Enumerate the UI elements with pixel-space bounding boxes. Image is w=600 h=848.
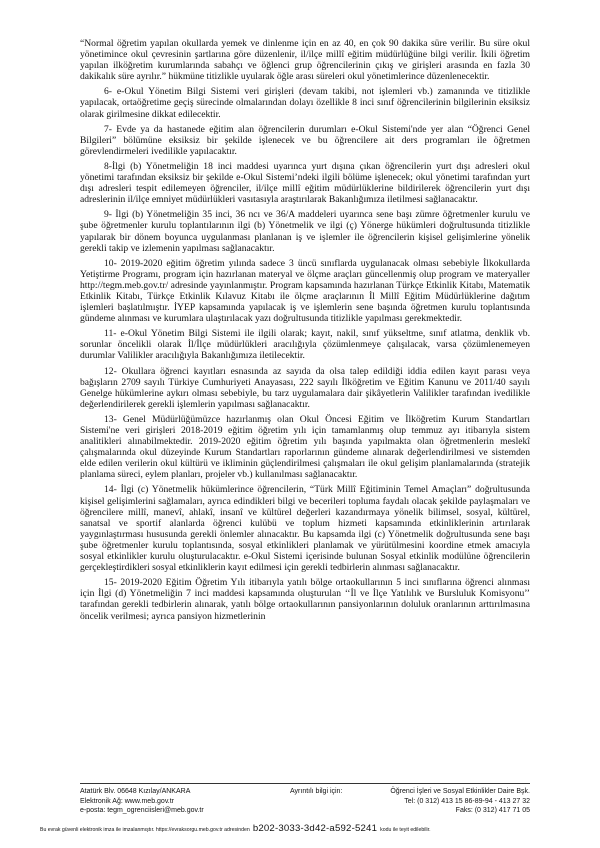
footer-address-block <box>80 787 280 816</box>
paragraph: “Normal öğretim yapılan okullarda yemek ve dinlenme için en az 40, en çok 90 dakika süre verilir. Bu süre okul yönetimince okul çevresinin şartlarına göre düzenlenir, il/ilçe millî eğitim müdürlüğüne bilgi verilir. İkili öğretim yapılan ilköğretim kurumlarında sabahçı ve öğlenci grup öğrencilerinin çıkış ve girişleri arasında en fazla 30 dakikalık süre ayrılır.” hükmüne titizlikle uyularak öğle arası süreleri okul yönetimlerince düzenlenecektir. <box>80 38 530 83</box>
footer-contact-block <box>290 787 530 816</box>
paragraph: 6- e-Okul Yönetim Bilgi Sistemi veri girişleri (devam takibi, not işlemleri vb.) zamanında ve titizlikle yapılacak, ortaöğretime geçiş sürecinde olmalarından dolayı özellikle 8 inci sınıf öğrencilerinin bilgilerinin eksiksiz olarak girilmesine dikkat edilecektir. <box>80 86 530 120</box>
paragraph: 11- e-Okul Yönetim Bilgi Sistemi ile ilgili olarak; kayıt, nakil, sınıf yükseltme, sınıf atlatma, denklik vb. sorunlar öncelikli olarak İl/İlçe müdürlükleri aracılığıyla çözümlenmeye çalışılacak, varsa çözümlenemeyen durumlar Valilikler aracılığıyla Bakanlığımıza iletilecektir. <box>80 328 530 362</box>
paragraph: 12- Okullara öğrenci kayıtları esnasında az sayıda da olsa talep edildiği iddia edilen kayıt parası veya bağışların 2709 sayılı Türkiye Cumhuriyeti Anayasası, 222 sayılı İlköğretim ve Eğitim Kanunu ve 2011/40 sayılı Genelge hükümlerine aykırı olması sebebiyle, bu tarz uygulamalara dair şikâyetlerin Valilikler tarafından ivedilikle değerlendirilerek gerekli işlemlerin yapılması sağlanacaktır. <box>80 365 530 410</box>
verification-suffix: kodu ile teyit edilebilir. <box>380 827 431 833</box>
verification-prefix: Bu evrak güvenli elektronik imza ile imzalanmıştır. https://evraksorgu.meb.gov.tr adresinden <box>40 827 250 833</box>
footer-website[interactable]: Elektronik Ağ: www.meb.gov.tr <box>80 797 175 805</box>
footer-contact-row <box>290 787 530 797</box>
verification-code: b202-3033-3d42-a592-5241 <box>252 823 378 834</box>
paragraph: 7- Evde ya da hastanede eğitim alan öğrencilerin durumları e-Okul Sistemi'nde yer alan “Öğrenci Genel Bilgileri” bölümüne eksiksiz bir şekilde işlenecek ve bu öğrencilere ait ders programları ile öğretmen görevlendirmeleri ivedilikle yapılacaktır. <box>80 123 530 157</box>
document-body <box>80 38 530 626</box>
footer-email[interactable]: e-posta: tegm_ogrenciisleri@meb.gov.tr <box>80 807 204 815</box>
paragraph: 10- 2019-2020 eğitim öğretim yılında sadece 3 üncü sınıflarda uygulanacak olması sebebiyle İlkokullarda Yetiştirme Programı, program için hazırlanan materyal ve ölçme araçları güncellenmiş olup program ve materyaller http://tegm.meb.gov.tr/ adresinde yayınlanmıştır. Program kapsamında hazırlanan Türkçe Etkinlik Kitabı, Matematik Etkinlik Kitabı, Türkçe Etkinlik Kılavuz Kitabı ile ölçme araçlarının İl Millî Eğitim Müdürlüklerine dağıtım işlemleri başlatılmıştır. İYEP kapsamında yapılacak iş ve işlemlerin sene başında öğretmen kurulu toplantısında gündeme alınması ve kurumlara ulaştırılacak yazı doğrultusunda titizlikle yapılması gerekmektedir. <box>80 257 530 325</box>
paragraph: 13- Genel Müdürlüğümüzce hazırlanmış olan Okul Öncesi Eğitim ve İlköğretim Kurum Standartları Sistemi'ne veri girişleri 2018-2019 eğitim öğretim yılı için tamamlanmış olup temmuz ayı itibarıyla sistem analitikleri alınabilmektedir. 2019-2020 eğitim öğretim yılı başında yapılmakta olan öğretmenlerin meslekî çalışmalarında okul düzeyinde Kurum Standartları raporlarının gündeme alınarak değerlendirilmesi ve sistemden elde edilen verilerin okul kültürü ve ikliminin güçlendirilmesi çalışmaları ile okul gelişim planlamalarında (stratejik planlama süreci, eylem planları, projeler vb.) kullanılması sağlanacaktır. <box>80 413 530 481</box>
footer-divider <box>80 783 530 784</box>
footer-contact-label: Ayrıntılı bilgi için: <box>290 788 343 795</box>
paragraph: 15- 2019-2020 Eğitim Öğretim Yılı itibarıyla yatılı bölge ortaokullarının 5 inci sınıflarına öğrenci alınması için İlgi (d) Yönetmeliğin 7 inci maddesi kapsamında oluşturulan ‘‘İl ve İlçe Yatılılık ve Bursluluk Komisyonu’’ tarafından gerekli tedbirlerin alınarak, yatılı bölge ortaokullarının pansiyonlarının doluluk oranlarının arttırılmasına öncelik verilmesi; ayrıca pansiyon hizmetlerinin <box>80 577 530 622</box>
paragraph: 9- İlgi (b) Yönetmeliğin 35 inci, 36 ncı ve 36/A maddeleri uyarınca sene başı zümre öğretmenler kurulu ve şube öğretmenler kurulu toplantılarının ilgi (b) Yönetmelik ve ilgi (ç) Yönerge hükümleri doğrultusunda titizlikle yapılarak bir dönem boyunca uygulanması planlanan iş ve işlemler ile öğrencilerin kişisel gelişimlerine yönelik gerekli takip ve izlemenin yapılması sağlanacaktır. <box>80 209 530 254</box>
footer-contact-person: Öğrenci İşleri ve Sosyal Etkinlikler Daire Bşk. <box>390 788 530 795</box>
e-signature-verification <box>40 823 580 834</box>
footer-fax: Faks: (0 312) 417 71 05 <box>455 807 530 815</box>
footer-address: Atatürk Blv. 06648 Kızılay/ANKARA <box>80 788 191 795</box>
paragraph: 8-İlgi (b) Yönetmeliğin 18 inci maddesi uyarınca yurt dışına çıkan öğrencilerin yurt dışı adresleri okul yönetimi tarafından eksiksiz bir şekilde e-Okul Sistemi’ndeki ilgili bölüme işlenecek; okul yönetimi tarafından yurt dışı adresleri tespit edilemeyen öğrenciler, il/ilçe millî eğitim müdürlüklerine bildirilerek öğrencilerin yurt dışı adreslerinin il/ilçe emniyet müdürlükleri vasıtasıyla araştırılarak Bakanlığımıza iletilmesi sağlanacaktır. <box>80 160 530 206</box>
footer-tel: Tel: (0 312) 413 15 86-89-94 - 413 27 32 <box>404 797 530 805</box>
paragraph: 14- İlgi (c) Yönetmelik hükümlerince öğrencilerin, “Türk Millî Eğitiminin Temel Amaçları” doğrultusunda kişisel gelişimlerini sağlamaları, ayrıca edindikleri bilgi ve becerileri topluma faydalı olacak şekilde paylaşmaları ve öğrencilere millî, manevî, ahlakî, insanî ve kültürel değerleri kazandırmaya yönelik bilimsel, sosyal, kültürel, sanatsal ve sportif alanlarda öğrenci kulübü ve toplum hizmeti kapsamında etkinliklerinin artırılarak yaygınlaştırması hususunda gerekli önlemler alınacaktır. Bu kapsamda ilgi (c) Yönetmelik doğrultusunda sene başı şube öğretmenler kurulu toplantısında, sosyal etkinlikleri planlamak ve yürütülmesini koordine etmek amacıyla sosyal etkinlikler kurulu oluşturulacaktır. e-Okul Sistemi içerisinde bulunan Sosyal etkinlik modülüne öğrencilerin gerçekleştirdikleri sosyal etkinliklerin kayıt edilmesi için gerekli tedbirlerin alınması sağlanacaktır. <box>80 484 530 574</box>
